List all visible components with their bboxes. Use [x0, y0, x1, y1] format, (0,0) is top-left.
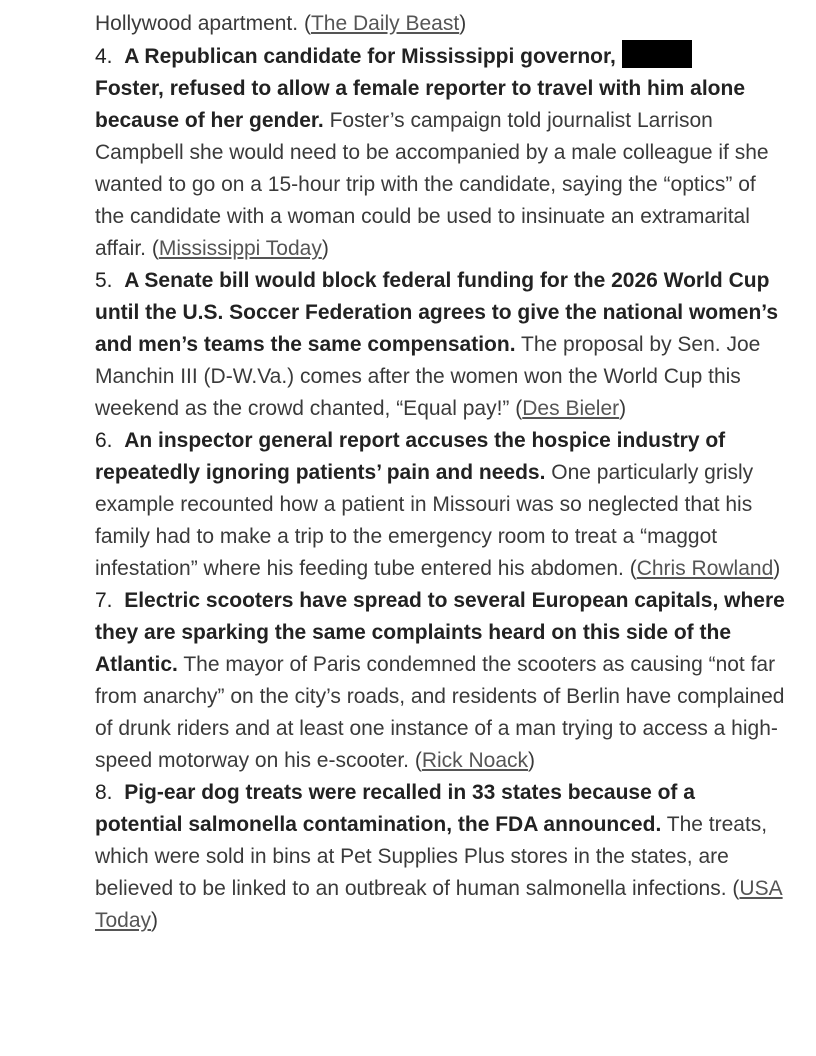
source-link-rick-noack[interactable]: Rick Noack: [421, 749, 529, 772]
item-body: One particularly grisly example recounted how a patient in Missouri was so neglected that his family had to make a trip to the emergency room to treat a “maggot infestation” where his feeding tube entered his abdomen.: [95, 461, 754, 580]
item-headline: An inspector general report accuses the hospice industry of repeatedly ignoring patients’ pain and needs.: [95, 429, 726, 484]
item-headline: A Republican candidate for Mississippi governor, Foster, refused to allow a female reporter to travel with him alone because of her gender.: [95, 45, 745, 132]
item-body: The treats, which were sold in bins at Pet Supplies Plus stores in the states, are believed to be linked to an outbreak of human salmonella infections.: [95, 813, 768, 900]
list-item-8: 8. Pig-ear dog treats were recalled in 33 states because of a potential salmonella contamination, the FDA announced. The treats, which were sold in bins at Pet Supplies Plus stores in the states, are believed to be linked to an outbreak of human salmonella infections. (USA Today): [95, 781, 783, 932]
item-body: Foster’s campaign told journalist Larrison Campbell she would need to be accompanied by a male colleague if she wanted to go on a 15-hour trip with the candidate, saying the “optics” of the candidate with a woman could be used to insinuate an extramarital affair.: [95, 109, 769, 260]
list-item-5: 5. A Senate bill would block federal funding for the 2026 World Cup until the U.S. Soccer Federation agrees to give the national women’s and men’s teams the same compensation. The proposal by Sen. Joe Manchin III (D-W.Va.) comes after the women won the World Cup this weekend as the crowd chanted, “Equal pay!” (Des Bieler): [95, 269, 779, 420]
item-headline: Pig-ear dog treats were recalled in 33 states because of a potential salmonella contamination, the FDA announced.: [95, 781, 695, 836]
source-link-mississippi-today[interactable]: Mississippi Today: [158, 237, 322, 260]
source-link-usa-today[interactable]: USA Today: [95, 877, 783, 932]
source-link-des-bieler[interactable]: Des Bieler: [522, 397, 620, 420]
item-body: The mayor of Paris condemned the scooters as causing “not far from anarchy” on the city’s roads, and residents of Berlin have complained of drunk riders and at least one instance of a man trying to access a high-speed motorway on his e-scooter.: [95, 653, 785, 772]
list-item-6: 6. An inspector general report accuses the hospice industry of repeatedly ignoring patients’ pain and needs. One particularly grisly example recounted how a patient in Missouri was so neglected that his family had to make a trip to the emergency room to treat a “maggot infestation” where his feeding tube entered his abdomen. (Chris Rowland): [95, 429, 781, 580]
list-item-4: 4. A Republican candidate for Mississippi governor, Foster, refused to allow a female reporter to travel with him alone because of her gender. Foster’s campaign told journalist Larrison Campbell she would need to be accompanied by a male colleague if she wanted to go on a 15-hour trip with the candidate, saying the “optics” of the candidate with a woman could be used to insinuate an extramarital affair. (Mississippi Today): [95, 40, 785, 265]
item-body: Hollywood apartment.: [95, 12, 299, 35]
list-item-7: 7. Electric scooters have spread to several European capitals, where they are sparking the same complaints heard on this side of the Atlantic. The mayor of Paris condemned the scooters as causing “not far from anarchy” on the city’s roads, and residents of Berlin have complained of drunk riders and at least one instance of a man trying to access a high-speed motorway on his e-scooter. (Rick Noack): [95, 589, 785, 772]
item-number: 4.: [95, 45, 113, 68]
item-number: 7.: [95, 589, 113, 612]
list-item-3-tail: Hollywood apartment. (The Daily Beast): [95, 12, 467, 35]
redaction-box: [622, 40, 692, 68]
source-link-daily-beast[interactable]: The Daily Beast: [310, 12, 460, 35]
source-link-chris-rowland[interactable]: Chris Rowland: [636, 557, 774, 580]
item-headline: A Senate bill would block federal funding for the 2026 World Cup until the U.S. Soccer Federation agrees to give the national women’s and men’s teams the same compensation.: [95, 269, 779, 356]
item-headline: Electric scooters have spread to several European capitals, where they are sparking the same complaints heard on this side of the Atlantic.: [95, 589, 785, 676]
item-number: 8.: [95, 781, 113, 804]
newsletter-list: [95, 8, 785, 937]
item-body: The proposal by Sen. Joe Manchin III (D-W.Va.) comes after the women won the World Cup this weekend as the crowd chanted, “Equal pay!”: [95, 333, 761, 420]
item-number: 6.: [95, 429, 113, 452]
item-number: 5.: [95, 269, 113, 292]
